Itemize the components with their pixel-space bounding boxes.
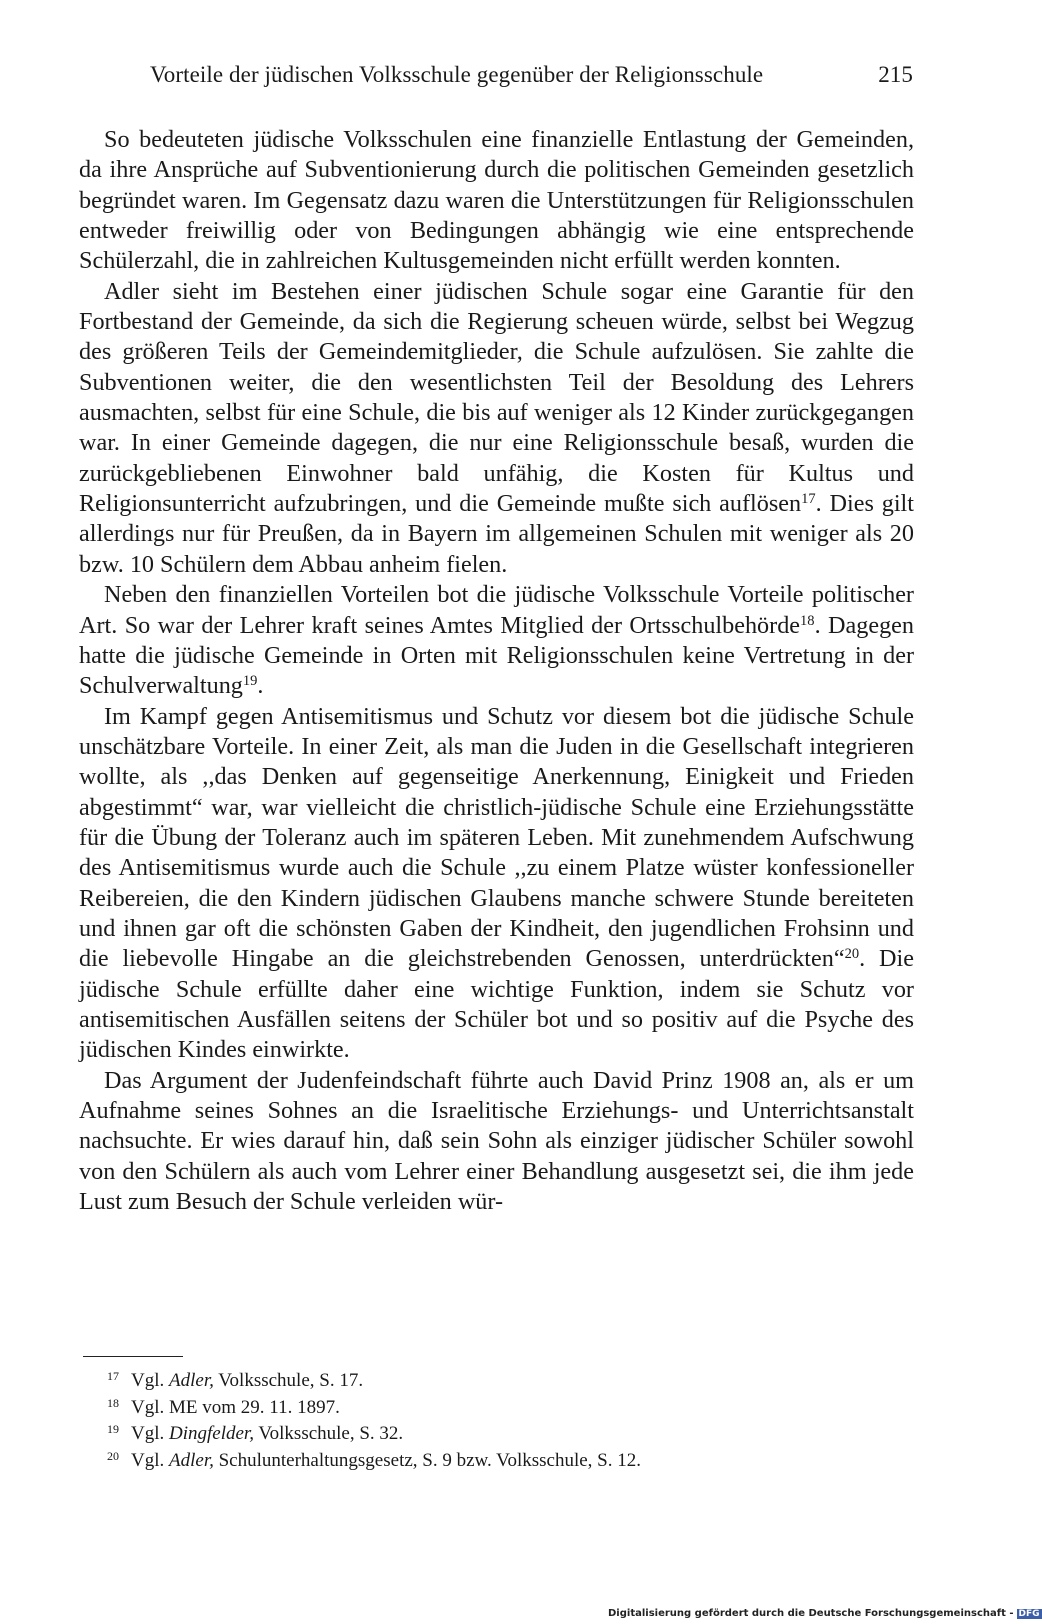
footnote-number: 19 (107, 1422, 119, 1436)
footnote-ref[interactable]: 18 (800, 612, 815, 629)
paragraph-text: . Dagegen hatte die jüdische Gemeinde in Orten mit Religionsschulen keine Vertretung in der Schulverwaltung (79, 611, 914, 700)
paragraph-text: . (257, 672, 264, 700)
footnote-author: Dingfelder, (169, 1423, 254, 1444)
paragraph (79, 702, 914, 1066)
running-title: Vorteile der jüdischen Volksschule gegenüber der Religionsschule (150, 62, 764, 87)
paragraph-text: Das Argument der Judenfeindschaft führte auch David Prinz 1908 an, als er um Aufnahme seines Sohnes an die Israelitische Erziehungs- und Unterrichtsanstalt nachsuchte. Er wies darauf hin, daß sein Sohn als einziger jüdischer Schüler sowohl von den Schülern als auch vom Lehrer einer Behandlung ausgesetzt sei, die ihm jede Lust zum Besuch der Schule verleiden wür- (79, 1066, 914, 1216)
credit-text: Digitalisierung gefördert durch die Deutsche Forschungsgemeinschaft - (608, 1608, 1014, 1619)
paragraph (79, 277, 914, 580)
footnote-ref[interactable]: 19 (242, 673, 258, 690)
footnote-separator (83, 1356, 183, 1357)
footnote-ref[interactable]: 20 (844, 946, 860, 963)
paragraph-text: . Dies gilt allerdings nur für Preußen, da in Bayern im allgemeinen Schulen mit weniger als 20 bzw. 10 Schülern dem Abbau anheim fielen. (79, 490, 914, 578)
dfg-logo: DFG (1018, 1609, 1040, 1619)
paragraph-text: Adler sieht im Bestehen einer jüdischen Schule sogar eine Garantie für den Fortbestand der Gemeinde, da sich die Regierung scheuen würde, selbst bei Wegzug des größeren Teils der Gemeindemitglieder, die Schule aufzulösen. Sie zahlte die Subventionen weiter, die den wesentlichsten Teil der Besoldung des Lehrers ausmachten, selbst für eine Schule, die bis auf weniger als 12 Kinder zurückgegangen war. In einer Gemeinde dagegen, die nur eine Religionsschule besaß, wurden die zurückgebliebenen Einwohner bald unfähig, die Kosten für Kultus und Religionsunterricht aufzubringen, und die Gemeinde mußte sich auflösen (79, 277, 914, 518)
footnote-author: Adler, (169, 1449, 214, 1471)
footnote-author: Adler, (169, 1370, 214, 1391)
footnote-text: Vgl. Adler, Schulunterhaltungsgesetz, S. 9 bzw. Volksschule, S. 12. (131, 1449, 641, 1471)
footnote-ref[interactable]: 17 (801, 491, 816, 508)
footnote-text: Vgl. Dingfelder, Volksschule, S. 32. (131, 1423, 404, 1444)
footnote-text: Vgl. ME vom 29. 11. 1897. (131, 1396, 340, 1418)
paragraph-text: So bedeuteten jüdische Volksschulen eine finanzielle Entlastung der Gemeinden, da ihre Ansprüche auf Subventionierung durch die politischen Gemeinden gesetzlich begründet waren. Im Gegensatz dazu waren die Unterstützungen für Religionsschulen entweder freiwillig oder von Bedingungen abhängig wie eine entsprechende Schülerzahl, die in zahlreichen Kultusgemeinden nicht erfüllt werden konnten. (79, 126, 914, 275)
paragraph (79, 1066, 914, 1218)
paragraph (79, 125, 914, 277)
page-number: 215 (878, 62, 913, 87)
running-header (150, 62, 913, 88)
footnote-number: 17 (107, 1369, 119, 1383)
footnote (107, 1448, 907, 1475)
footnote-number: 18 (107, 1395, 119, 1410)
digitization-credit (608, 1608, 1042, 1619)
paragraph-text: Neben den finanziellen Vorteilen bot die jüdische Volksschule Vorteile politischer Art. So war der Lehrer kraft seines Amtes Mitglied der Ortsschulbehörde (79, 581, 914, 639)
footnote (107, 1368, 907, 1395)
paragraph (79, 580, 914, 701)
footnote-text: Vgl. Adler, Volksschule, S. 17. (131, 1370, 364, 1391)
body-text (79, 125, 914, 1217)
footnote-number: 20 (107, 1448, 119, 1463)
paragraph-text: Im Kampf gegen Antisemitismus und Schutz vor diesem bot die jüdische Schule unschätzbare Vorteile. In einer Zeit, als man die Juden in die Gesellschaft integrieren wollte, als ,,das Denken auf gegenseitige Anerkennung, Einigkeit und Frieden abgestimmt“ war, war vielleicht die christlich-jüdische Schule eine Erziehungsstätte für die Übung der Toleranz auch im späteren Leben. Mit zunehmendem Aufschwung des Antisemitismus wurde auch die Schule ,,zu einem Platze wüster konfessioneller Reibereien, die den Kindern jüdischen Glaubens manche schwere Stunde bereiteten und ihnen gar oft die schönsten Gaben der Kindheit, den jugendlichen Frohsinn und die liebevolle Hingabe an die gleichstrebenden Genossen, unterdrückten“ (79, 702, 914, 973)
footnote (107, 1421, 907, 1448)
paragraph-text: . Die jüdische Schule erfüllte daher eine wichtige Funktion, indem sie Schutz vor antisemitischen Ausfällen seitens der Schüler bot und so positiv auf die Psyche des jüdischen Kindes einwirkte. (79, 945, 914, 1064)
footnote (107, 1395, 907, 1422)
footnotes (107, 1368, 907, 1474)
